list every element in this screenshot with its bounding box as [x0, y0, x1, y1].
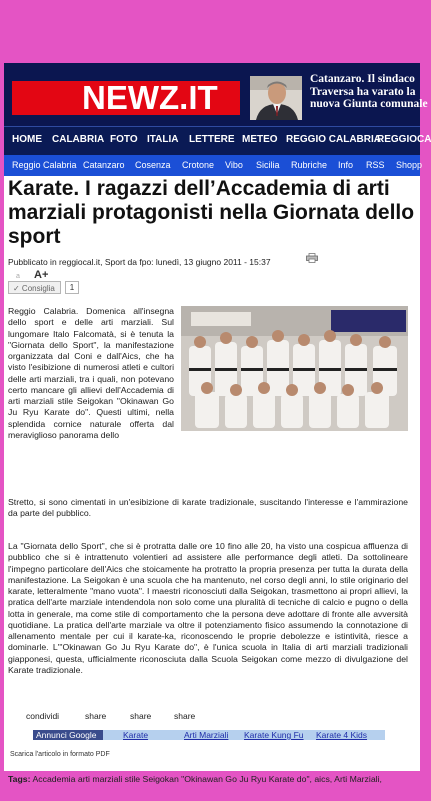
article-byline: Pubblicato in reggiocal.it, Sport da fpo: lunedì, 13 giugno 2011 - 15:37 [8, 257, 271, 267]
recommend-count: 1 [65, 281, 79, 294]
karate-group-photo-icon [181, 306, 408, 431]
share-bar [8, 711, 408, 723]
person-photo-icon [250, 76, 302, 120]
subnav-item-cosenza[interactable]: Cosenza [135, 160, 171, 170]
google-ads-bar [33, 730, 385, 740]
download-pdf-link[interactable]: Scarica l'articolo in formato PDF [10, 751, 110, 758]
subnav-item-rubriche[interactable]: Rubriche [291, 160, 328, 170]
nav-item-lettere[interactable]: LETTERE [189, 134, 235, 145]
share-button-condividi[interactable]: condividi [26, 711, 60, 721]
ads-label: Annunci Google [33, 730, 103, 740]
nav-item-calabria[interactable]: CALABRIA [52, 134, 105, 145]
logo-text: NEWZ.IT [82, 79, 218, 116]
article-paragraph-intro-end: Stretto, si sono cimentati in un'esibizione di karate tradizionale, suscitando l'interesse e l'ammirazione da parte del pubblico. [8, 497, 408, 519]
nav-item-reggio-calabria[interactable]: REGGIO CALABRIA [286, 134, 381, 145]
web-page [4, 63, 431, 784]
subnav-item-info[interactable]: Info [338, 160, 354, 170]
subnav-item-reggio-calabria[interactable]: Reggio Calabria [12, 160, 77, 170]
share-button-3[interactable]: share [174, 711, 196, 721]
subnav-item-crotone[interactable]: Crotone [182, 160, 215, 170]
subnav-item-vibo[interactable]: Vibo [225, 160, 243, 170]
sub-nav [4, 155, 423, 176]
ad-link-karate-4-kids[interactable]: Karate 4 Kids [316, 730, 368, 740]
masthead [4, 63, 428, 126]
tags-label: Tags: [8, 774, 31, 784]
share-button-1[interactable]: share [85, 711, 107, 721]
ad-link-karate-kung-fu[interactable]: Karate Kung Fu [244, 730, 304, 740]
nav-item-home[interactable]: HOME [12, 134, 42, 145]
ad-link-karate[interactable]: Karate [123, 730, 149, 740]
article-tags [8, 774, 416, 784]
main-nav [4, 126, 431, 155]
top-news-headline[interactable]: Catanzaro. Il sindaco Traversa ha varato la nuova Giunta comunale [310, 73, 428, 110]
print-icon[interactable] [306, 253, 318, 263]
article-paragraph-main: La "Giornata dello Sport", che si è protratta dalle ore 10 fino alle 20, ha visto una cospicua affluenza di pubblico che si è intrattenuto volentieri ad assistere alle performance degli atleti. Da sottolineare l'impegno particolare dell'Aics che stoicamente ha protratto la propria presenza per tutta la durata della manifestazione. La Seigokan è una scuola che ha mantenuto, nel corso degli anni, lo stile originario del karate, letteralmente "mano vuota". I maestri riconosciuti dalla Seigokan, trasmettono ai propri allievi, la pratica dell'arte marziale intendendola non solo come una pluralità di tecniche di calcio e pugno o della lotta in generale, ma come stile di comportamento che la persona deve adottare di fronte alle avversità quotidiane. La pratica dell'arte marziale va oltre il potenziamento fisico assumendo la connotazione di allenamento mentale per cui il karate-ka, riconoscendo le proprie debolezze e istintività, riesce a dominarle. L'"Okinawan Go Ju Ryu Karate do", è l'unica scuola in Italia di arti marziali tradizionali giapponesi, questa, ufficialmente riconosciuta dalla Scuola Seigokan come mezzo di divulgazione del Karate tradizionale. [8, 541, 408, 675]
nav-item-meteo[interactable]: METEO [242, 134, 278, 145]
subnav-item-sicilia[interactable]: Sicilia [256, 160, 280, 170]
article-title: Karate. I ragazzi dell’Accademia di arti marziali protagonisti nella Giornata dello sport [8, 177, 415, 248]
font-decrease-button[interactable]: a [16, 273, 20, 280]
site-logo[interactable] [82, 78, 218, 118]
subnav-item-catanzaro[interactable]: Catanzaro [83, 160, 125, 170]
article-photo [181, 306, 408, 431]
nav-item-reggiocal[interactable]: REGGIOCA [377, 134, 431, 145]
nav-item-italia[interactable]: ITALIA [147, 134, 179, 145]
subnav-item-shopping[interactable]: Shopp [396, 160, 423, 170]
ad-link-arti-marziali[interactable]: Arti Marziali [184, 730, 229, 740]
tags-list[interactable]: Accademia arti marziali stile Seigokan "Okinawan Go Ju Ryu Karate do", aics, Arti Marziali, [32, 774, 382, 784]
share-button-2[interactable]: share [130, 711, 152, 721]
news-thumbnail[interactable] [250, 76, 302, 120]
font-increase-button[interactable]: A+ [34, 269, 49, 281]
subnav-item-rss[interactable]: RSS [366, 160, 385, 170]
nav-item-foto[interactable]: FOTO [110, 134, 138, 145]
article-paragraph-intro: Reggio Calabria. Domenica all'insegna dello sport e delle arti marziali. Sul lungomare Italo Falcomatà, si è tenuta la "Giornata dello Sport", la manifestazione organizzata dal Coni e dall'Aics, che ha visto l'esibizione di numerosi atleti e cultori delle arti marziali, tra i quali, non potevano certo mancare gli allievi dell'Accademia di arti marziali stile Seigokan "Okinawan Go Ju Ryu Karate do". Questi ultimi, nella splendida cornice naturale offerta dal meraviglioso panorama dello [8, 306, 174, 440]
recommend-button[interactable]: ✓ Consiglia [8, 281, 61, 294]
